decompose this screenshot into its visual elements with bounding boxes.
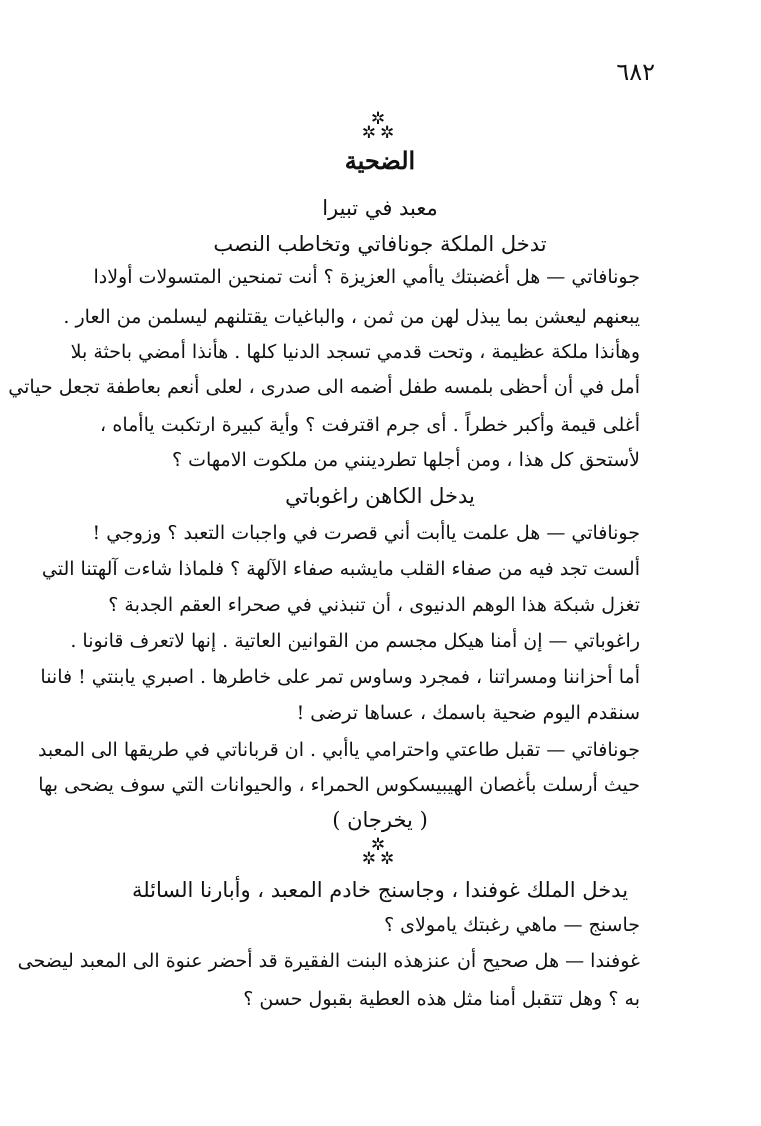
text-line: به ؟ وهل تتقبل أمنا مثل هذه العطية بقبول حسن ؟ (243, 988, 640, 1010)
text-line: جونافاتي — هل أغضبتك ياأمي العزيزة ؟ أنت تمنحين المتسولات أولادا (93, 266, 640, 288)
ornament-star-icon: ✲ (370, 109, 390, 129)
ornament-middle (330, 835, 430, 869)
text-line: ألست تجد فيه من صفاء القلب مايشبه صفاء الآلهة ؟ فلماذا شاءت آلهتنا التي (41, 558, 640, 580)
exit-direction: ( يخرجان ) (332, 808, 428, 832)
stage-direction: تدخل الملكة جونافاتي وتخاطب النصب (213, 232, 547, 256)
text-line: جاسنج — ماهي رغبتك يامولاى ؟ (384, 914, 640, 936)
text-line: جونافاتي — تقبل طاعتي واحترامي ياأبي . ان قرباناتي في طريقها الى المعبد (37, 739, 640, 761)
text-line: أما أحزاننا ومسراتنا ، فمجرد وساوس تمر على خاطرها . اصبري يابنتي ! فاننا (40, 666, 640, 688)
text-line: غوفندا — هل صحيح أن عنزهذه البنت الفقيرة قد أحضر عنوة الى المعبد ليضحى (17, 950, 640, 972)
ornament-stars-icon: ✲✲ (361, 123, 399, 143)
ornament-stars-icon: ✲✲ (361, 849, 399, 869)
text-line: سنقدم اليوم ضحية باسمك ، عساها ترضى ! (296, 702, 640, 724)
text-line: حيث أرسلت بأغصان الهيبيسكوس الحمراء ، والحيوانات التي سوف يضحى بها (38, 774, 640, 796)
text-line: لأستحق كل هذا ، ومن أجلها تطردينني من ملكوت الامهات ؟ (171, 449, 640, 471)
page-number: ٦٨٢ (616, 58, 655, 86)
stage-direction: يدخل الملك غوفندا ، وجاسنج خادم المعبد ، وأبارنا السائلة (131, 878, 629, 902)
scene-title: الضحية (344, 146, 416, 175)
text-line: جونافاتي — هل علمت ياأبت أني قصرت في واجبات التعبد ؟ وزوجي ! (92, 522, 640, 544)
scene-place: معبد في تبيرا (322, 196, 438, 220)
text-line: أمل في أن أحظى بلمسه طفل أضمه الى صدرى ، لعلى أنعم بعاطفة تجعل حياتي (8, 376, 640, 398)
text-line: راغوباتي — إن أمنا هيكل مجسم من القوانين العاتية . إنها لاتعرف قانونا . (70, 630, 640, 652)
stage-direction: يدخل الكاهن راغوباتي (285, 484, 475, 508)
ornament-top (330, 109, 430, 143)
text-line: تغزل شبكة هذا الوهم الدنيوى ، أن تنبذني في صحراء العقم الجدبة ؟ (108, 594, 640, 616)
text-line: يبعنهم ليعشن بما يبذل لهن من ثمن ، والباغيات يقتلنهم ليسلمن من العار . (63, 306, 640, 328)
ornament-star-icon: ✲ (370, 835, 390, 855)
text-line: أغلى قيمة وأكبر خطراً . أى جرم اقترفت ؟ وأية كبيرة ارتكبت ياأماه ، (100, 414, 640, 436)
text-line: وهأنذا ملكة عظيمة ، وتحت قدمي تسجد الدنيا كلها . هأنذا أمضي باحثة بلا (70, 341, 640, 363)
